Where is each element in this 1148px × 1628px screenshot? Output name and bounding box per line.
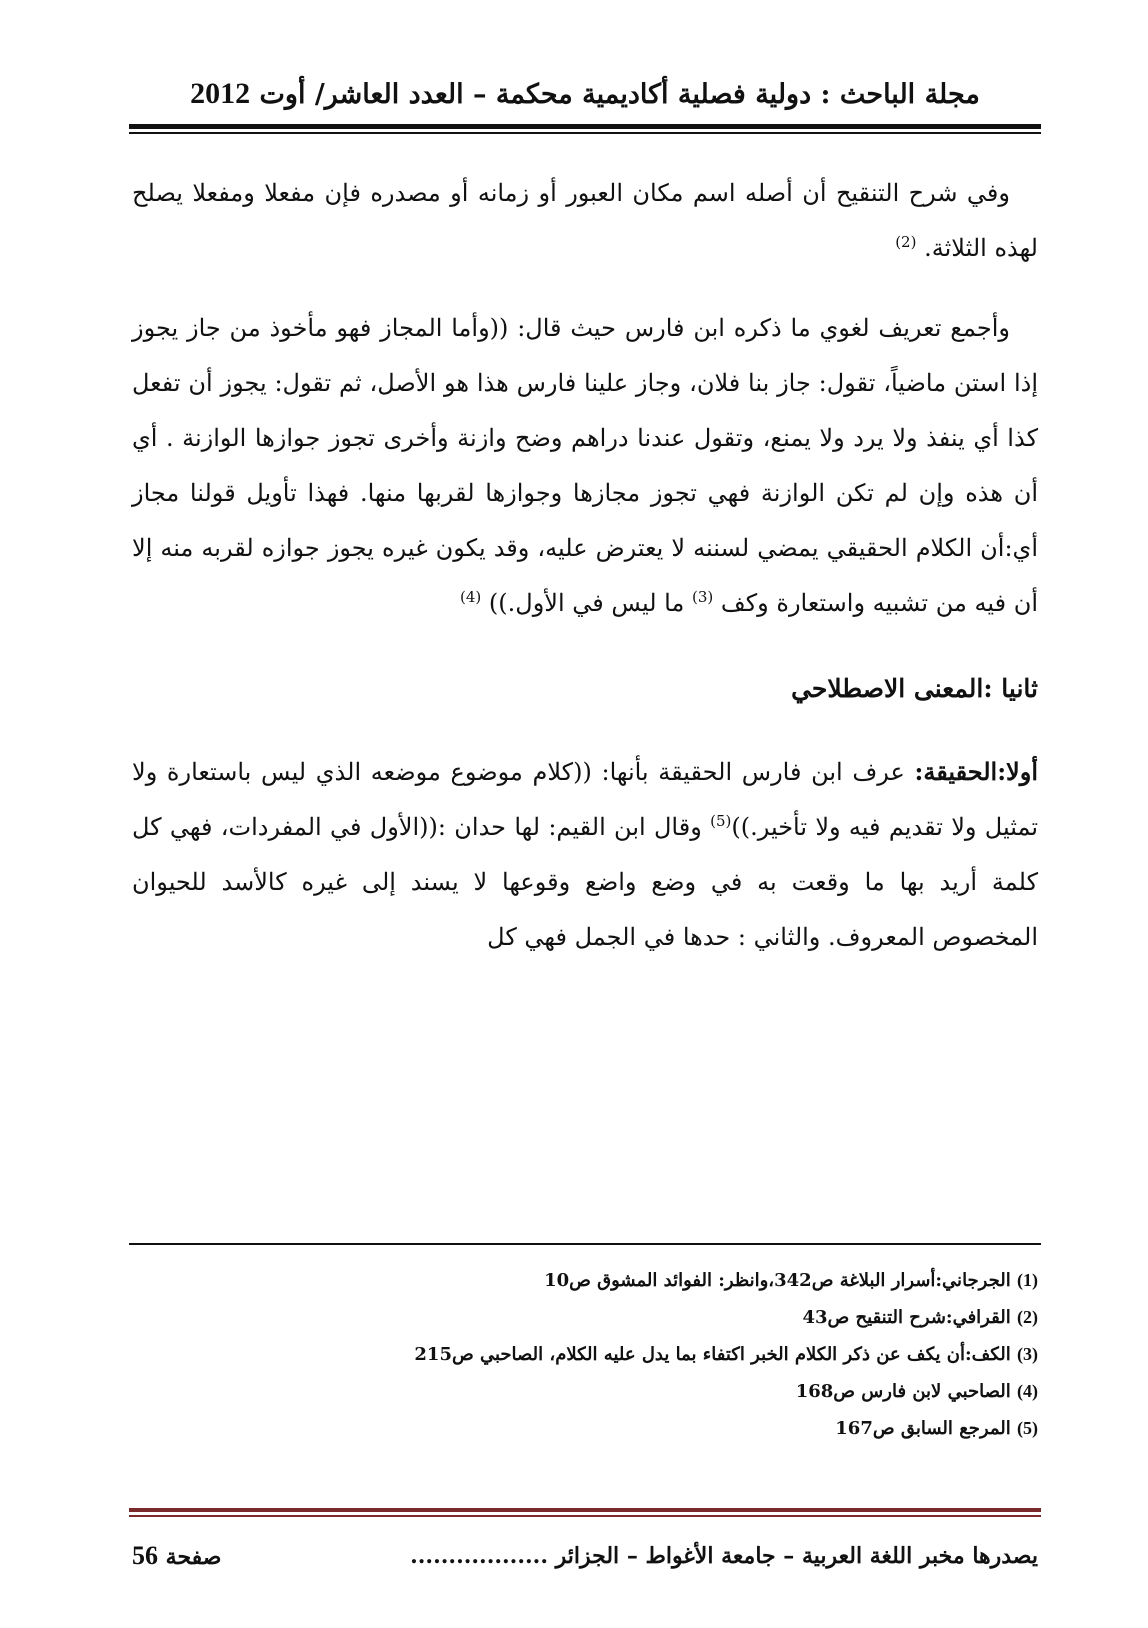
footnote-marker: (3) [1017,1344,1038,1364]
paragraph-3-text-b: وقال ابن القيم: لها حدان :((الأول في المفردات، فهي كل كلمة أريد بها ما وقعت به في وضع واضع وقوعها لا يسند إلى غيره كالأسد للحيوان المخصوص المعروف. والثاني : حدها في الجمل فهي كل [132,813,1038,951]
footnote-marker: (4) [1017,1381,1038,1401]
footer-rule [129,1508,1041,1512]
footer-rule-thin [129,1515,1041,1517]
footnote-item [132,1373,1038,1410]
footnote-ref-3[interactable]: (3) [691,588,714,606]
footnote-marker: (5) [1017,1418,1038,1438]
paragraph-3-lead: أولا:الحقيقة: [914,757,1038,786]
footnote-item [132,1299,1038,1336]
paragraph-1-text: وفي شرح التنقيح أن أصله اسم مكان العبور أو زمانه أو مصدره فإن مفعلا ومفعلا يصلح لهذه الثلاثة. [132,179,1038,262]
publisher-line: يصدرها مخبر اللغة العربية – جامعة الأغواط – الجزائر .................. [410,1543,1038,1569]
footnote-text: القرافي:شرح التنقيح ص43 [802,1307,1011,1328]
paragraph-3 [132,744,1038,965]
paragraph-2-text-a: وأجمع تعريف لغوي ما ذكره ابن فارس حيث قال: ((وأما المجاز فهو مأخوذ من جاز يجوز إذا استن ماضياً، تقول: جاز بنا فلان، وجاز علينا فارس هذا هو الأصل، ثم تقول: يجوز أن تفعل كذا أي ينفذ ولا يرد ولا يمنع، وتقول عندنا دراهم وضح وازنة وأخرى تجوز جوازها الوازنة . أي أن هذه وإن لم تكن الوازنة فهي تجوز مجازها وجوازها لقربها منها. فهذا تأويل قولنا مجاز أي:أن الكلام الحقيقي يمضي لسننه لا يعترض عليه، وقد يكون غيره يجوز جوازه لقربه منه إلا أن فيه من تشبيه واستعارة وكف [132,314,1039,617]
footnote-marker: (2) [1017,1307,1038,1327]
page-number-value: 56 [132,1541,158,1570]
journal-title: مجلة الباحث : دولية فصلية أكاديمية محكمة – العدد العاشر/ أوت [259,79,980,110]
header-rule-thin [129,132,1041,134]
footnote-marker: (1) [1017,1270,1038,1290]
footnote-ref-4[interactable]: (4) [460,588,482,606]
issue-year: 2012 [190,77,251,110]
header-rule [129,124,1041,129]
footnote-text: الكف:أن يكف عن ذكر الكلام الخبر اكتفاء بما يدل عليه الكلام، الصاحبي ص215 [414,1344,1011,1365]
paragraph-2-text-b: ما ليس في الأول.)) [488,589,685,617]
page-number [132,1536,221,1577]
footnotes-list [132,1262,1038,1447]
footnote-text: الصاحبي لابن فارس ص168 [795,1381,1011,1402]
running-header [130,76,1040,113]
page-footer [132,1536,1038,1576]
footnote-separator [129,1243,1041,1245]
paragraph-2 [132,301,1038,631]
footnote-item [132,1262,1038,1299]
article-body [132,166,1038,965]
page-label: صفحة [165,1544,222,1570]
footnote-item [132,1336,1038,1373]
section-heading: ثانيا :المعنى الاصطلاحي [791,674,1038,703]
paragraph-1 [132,166,1038,276]
footnote-item [132,1410,1038,1447]
footnote-ref-5[interactable]: (5) [710,812,732,830]
footnote-text: الجرجاني:أسرار البلاغة ص342،وانظر: الفوائد المشوق ص10 [544,1270,1011,1291]
footnote-text: المرجع السابق ص167 [835,1418,1011,1439]
paragraph-3-text-a: عرف ابن فارس الحقيقة بأنها: ((كلام موضوع موضعه الذي ليس باستعارة ولا تمثيل ولا تقديم فيه ولا تأخير.)) [132,758,1039,841]
footnote-ref-2[interactable]: (2) [895,233,917,251]
